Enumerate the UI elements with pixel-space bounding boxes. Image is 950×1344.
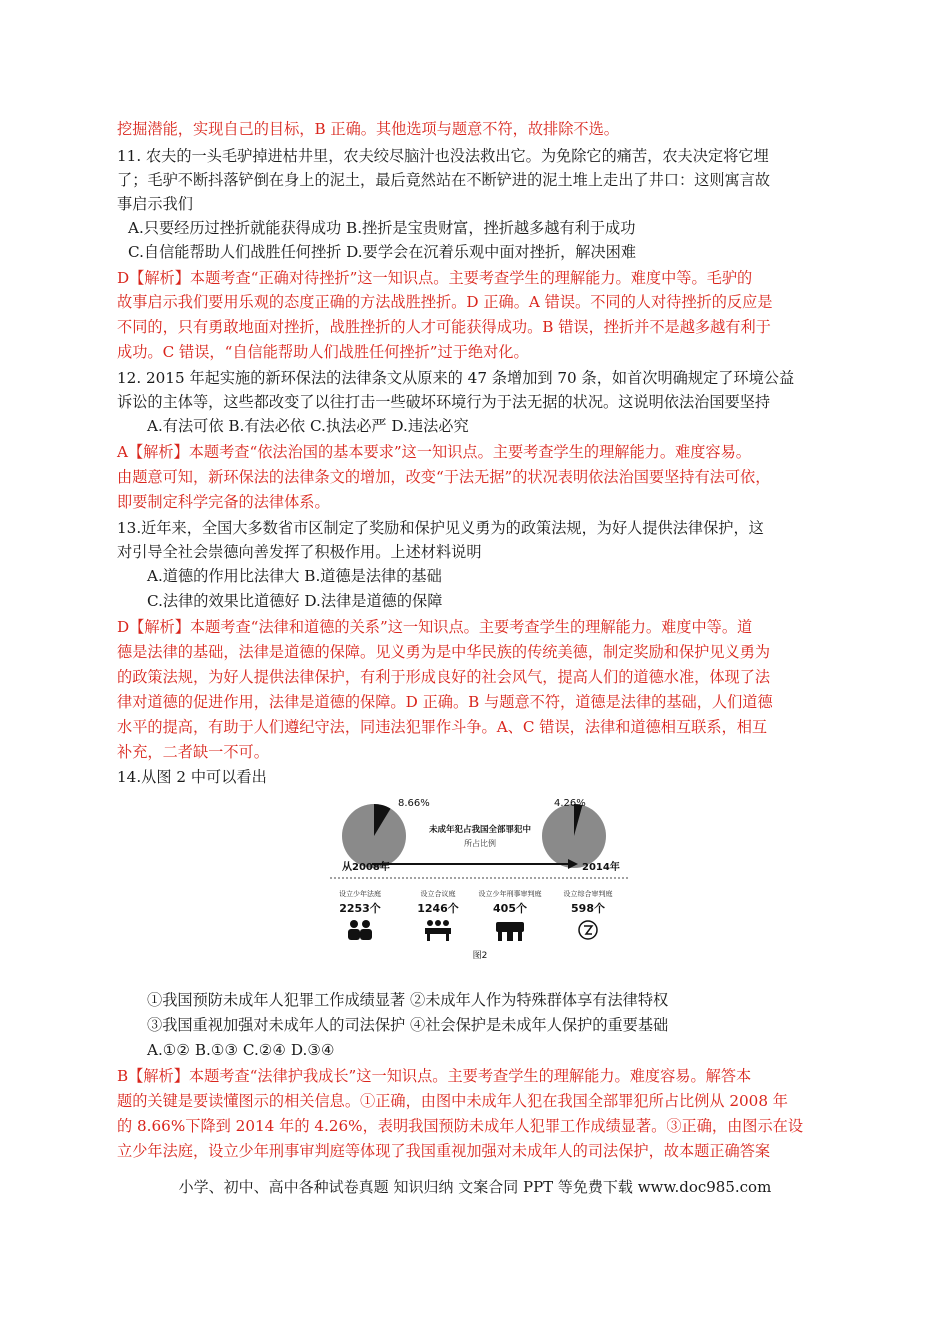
stat-value: 2253个	[339, 902, 381, 915]
question-13-options: C.法律的效果比道德好 D.法律是道德的保障	[147, 592, 443, 610]
question-11-text: 了；毛驴不断抖落铲倒在身上的泥土，最后竟然站在不断铲进的泥土堆上走出了井口：这则寓言故	[117, 171, 771, 189]
pct-2008-label: 8.66%	[398, 798, 430, 809]
figure-2	[330, 792, 630, 962]
question-13-text: 13.近年来，全国大多数省市区制定了奖励和保护见义勇为的政策法规，为好人提供法律保护，这	[117, 519, 764, 537]
stat-label: 设立综合审判庭	[563, 890, 613, 898]
stat-value: 1246个	[417, 902, 459, 915]
people-icon	[348, 920, 372, 940]
question-11-text: 事启示我们	[117, 195, 193, 213]
page-footer: 小学、初中、高中各种试卷真题 知识归纳 文案合同 PPT 等免费下载 www.doc985.com	[178, 1178, 772, 1196]
answer-text: 挖掘潜能，实现自己的目标，B 正确。其他选项与题意不符，故排除不选。	[117, 120, 619, 138]
answer-13-text: 的政策法规，为好人提供法律保护，有利于形成良好的社会风气，提高人们的道德水准，体现了法	[117, 668, 771, 686]
answer-12-text: A【解析】本题考查“依法治国的基本要求”这一知识点。主要考查学生的理解能力。难度容易。	[117, 443, 751, 461]
answer-11-text: D【解析】本题考查“正确对待挫折”这一知识点。主要考查学生的理解能力。难度中等。毛驴的	[117, 269, 753, 287]
question-12-text: 12. 2015 年起实施的新环保法的法律条文从原来的 47 条增加到 70 条，如首次明确规定了环境公益	[117, 369, 795, 387]
question-13-text: 对引导全社会崇德向善发挥了积极作用。上述材料说明	[117, 543, 482, 561]
answer-11-text: 成功。C 错误，“自信能帮助人们战胜任何挫折”过于绝对化。	[117, 343, 529, 361]
answer-14-text: 立少年法庭，设立少年刑事审判庭等体现了我国重视加强对未成年人的司法保护，故本题正确答案	[117, 1142, 771, 1160]
stat-value: 598个	[571, 902, 605, 915]
question-14-statements: ③我国重视加强对未成年人的司法保护 ④社会保护是未成年人保护的重要基础	[147, 1016, 669, 1034]
pct-2014-label: 4.26%	[554, 798, 586, 809]
answer-11-text: 故事启示我们要用乐观的态度正确的方法战胜挫折。D 正确。A 错误。不同的人对待挫折的反应是	[117, 293, 773, 311]
year-from-label: 从2008年	[342, 862, 390, 873]
answer-13-text: 补充，二者缺一不可。	[117, 743, 269, 761]
answer-11-text: 不同的，只有勇敢地面对挫折，战胜挫折的人才可能获得成功。B 错误，挫折并不是越多越有利于	[117, 318, 771, 336]
stat-label: 设立少年法庭	[339, 890, 381, 898]
question-11-options: A.只要经历过挫折就能获得成功 B.挫折是宝贵财富，挫折越多越有利于成功	[128, 219, 636, 237]
question-14-options: A.①② B.①③ C.②④ D.③④	[147, 1041, 335, 1059]
answer-14-text: B【解析】本题考查“法律护我成长”这一知识点。主要考查学生的理解能力。难度容易。解答本	[117, 1067, 752, 1085]
question-13-options: A.道德的作用比法律大 B.道德是法律的基础	[147, 567, 442, 585]
court-icon	[496, 922, 524, 941]
answer-13-text: 律对道德的促进作用，法律是道德的保障。D 正确。B 与题意不符，道德是法律的基础，人们道德	[117, 693, 773, 711]
center-label-2: 所占比例	[464, 839, 496, 848]
answer-12-text: 由题意可知，新环保法的法律条文的增加，改变“于法无据”的状况表明依法治国要坚持有法可依，	[117, 468, 771, 486]
stat-label: 设立少年刑事审判庭	[478, 890, 542, 898]
question-14-text: 14.从图 2 中可以看出	[117, 768, 267, 786]
answer-13-text: D【解析】本题考查“法律和道德的关系”这一知识点。主要考查学生的理解能力。难度中等。道	[117, 618, 753, 636]
answer-14-text: 的 8.66%下降到 2014 年的 4.26%，表明我国预防未成年人犯罪工作成绩显著。③正确，由图示在设	[117, 1117, 804, 1135]
answer-13-text: 水平的提高，有助于人们遵纪守法，同违法犯罪作斗争。A、C 错误，法律和道德相互联系，相互	[117, 718, 768, 736]
year-to-label: 2014年	[582, 862, 620, 873]
stat-label: 设立合议庭	[420, 890, 456, 898]
panel-icon	[425, 920, 451, 941]
question-11-options: C.自信能帮助人们战胜任何挫折 D.要学会在沉着乐观中面对挫折，解决困难	[128, 243, 637, 261]
question-11-text: 11. 农夫的一头毛驴掉进枯井里，农夫绞尽脑汁也没法救出它。为免除它的痛苦，农夫决定将它埋	[117, 147, 769, 165]
stat-value: 405个	[493, 902, 527, 915]
question-12-text: 诉讼的主体等，这些都改变了以往打击一些破坏环境行为于法无据的状况。这说明依法治国要坚持	[117, 393, 771, 411]
judge-icon	[579, 921, 597, 939]
center-label: 未成年犯占我国全部罪犯中	[428, 825, 532, 835]
answer-14-text: 题的关键是要读懂图示的相关信息。①正确，由图中未成年人犯在我国全部罪犯所占比例从 2008 年	[117, 1092, 788, 1110]
question-14-statements: ①我国预防未成年人犯罪工作成绩显著 ②未成年人作为特殊群体享有法律特权	[147, 991, 669, 1009]
answer-13-text: 德是法律的基础，法律是道德的保障。见义勇为是中华民族的传统美德，制定奖励和保护见义勇为	[117, 643, 771, 661]
question-12-options: A.有法可依 B.有法必依 C.执法必严 D.违法必究	[147, 417, 469, 435]
figure-caption: 图2	[472, 951, 488, 961]
answer-12-text: 即要制定科学完备的法律体系。	[117, 493, 330, 511]
